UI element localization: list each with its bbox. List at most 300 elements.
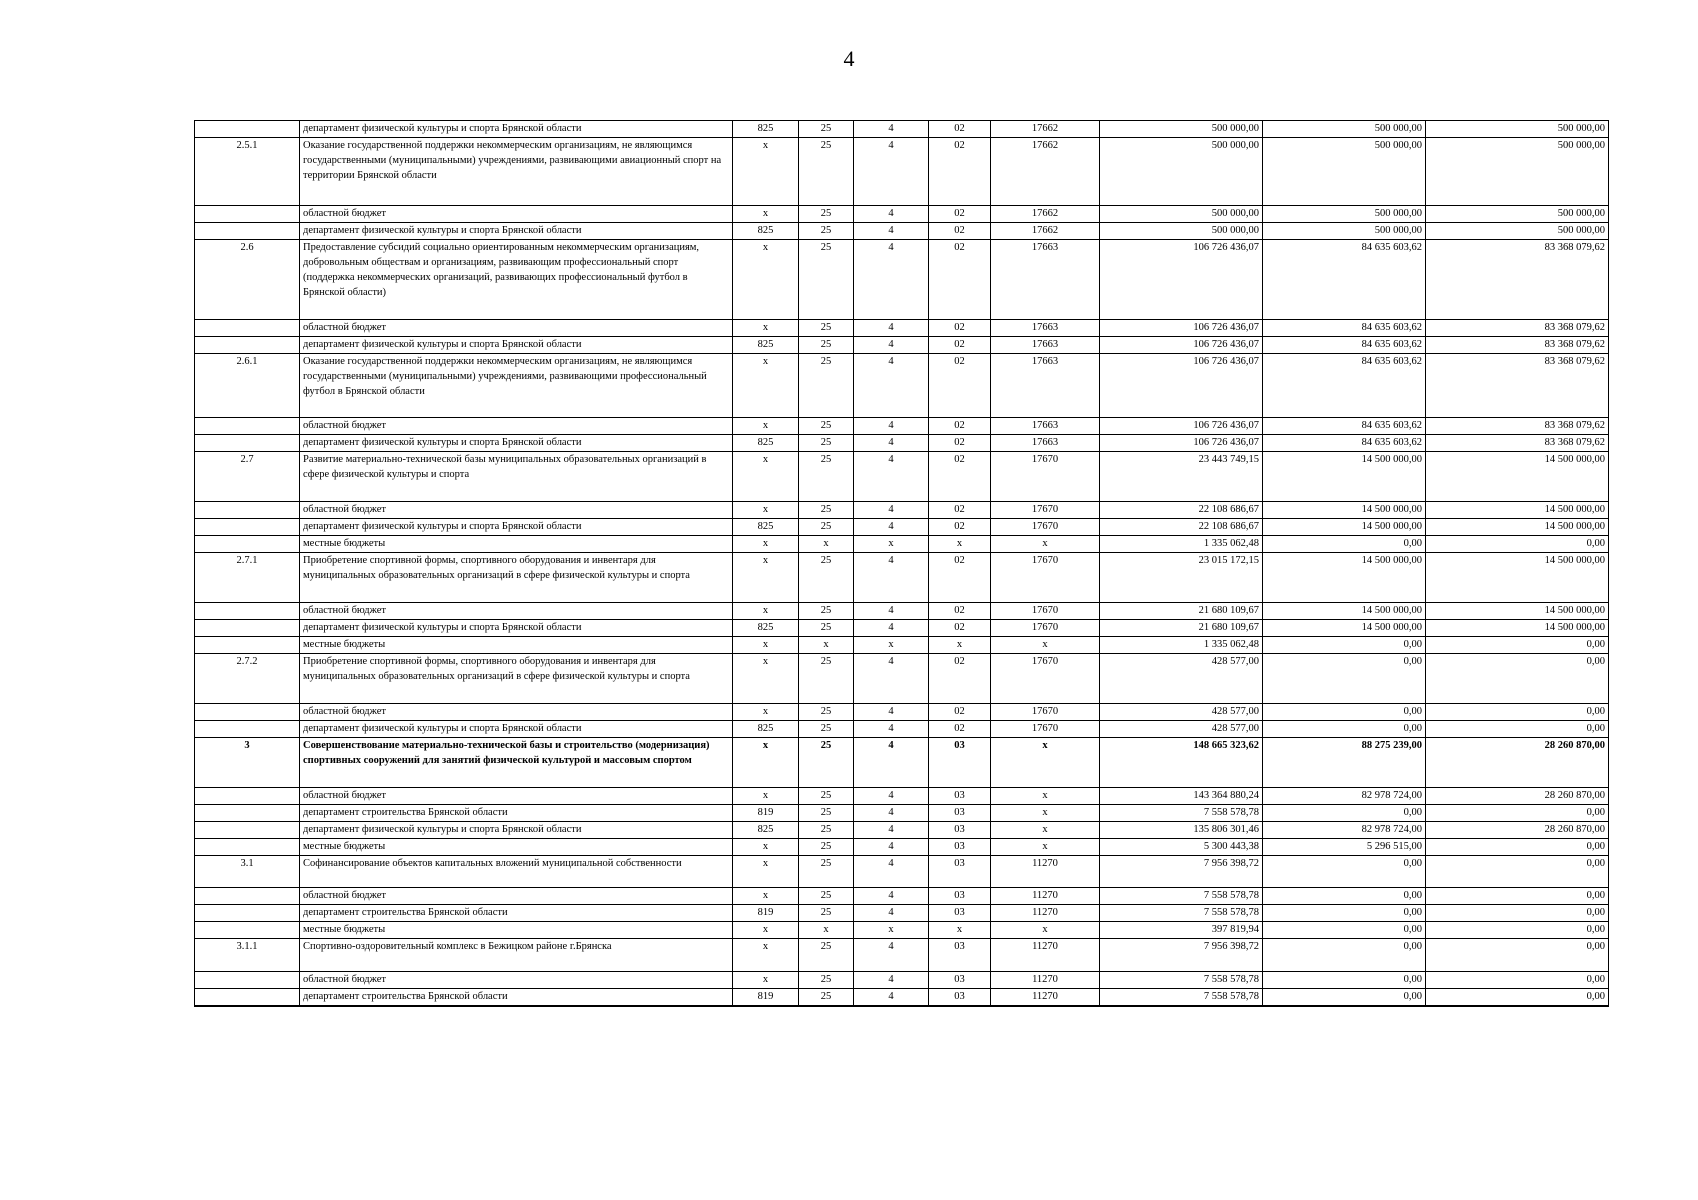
row-section: 4 bbox=[854, 121, 929, 138]
row-code bbox=[195, 905, 300, 922]
row-grbs: x bbox=[733, 452, 799, 502]
row-grbs: x bbox=[733, 603, 799, 620]
row-target-article: x bbox=[991, 805, 1100, 822]
row-name: Развитие материально-технической базы муниципальных образовательных организаций в сфере физической культуры и спорта bbox=[300, 452, 733, 502]
row-target-article: 17663 bbox=[991, 240, 1100, 320]
row-subsection: 02 bbox=[929, 320, 991, 337]
row-section: 4 bbox=[854, 603, 929, 620]
row-code bbox=[195, 502, 300, 519]
row-subsection: 02 bbox=[929, 354, 991, 418]
table-row bbox=[195, 637, 1609, 654]
row-chapter: 25 bbox=[799, 320, 854, 337]
row-grbs: x bbox=[733, 502, 799, 519]
row-code bbox=[195, 223, 300, 240]
table-row bbox=[195, 972, 1609, 989]
row-grbs: x bbox=[733, 418, 799, 435]
row-grbs: x bbox=[733, 922, 799, 939]
row-chapter: x bbox=[799, 536, 854, 553]
row-chapter: 25 bbox=[799, 704, 854, 721]
row-sum-year-2: 82 978 724,00 bbox=[1263, 822, 1426, 839]
row-sum-year-3: 0,00 bbox=[1426, 922, 1609, 939]
row-section: 4 bbox=[854, 138, 929, 206]
row-sum-year-3: 0,00 bbox=[1426, 805, 1609, 822]
row-subsection: 03 bbox=[929, 905, 991, 922]
row-chapter: 25 bbox=[799, 603, 854, 620]
row-chapter: 25 bbox=[799, 856, 854, 888]
table-row bbox=[195, 553, 1609, 603]
row-subsection: 03 bbox=[929, 989, 991, 1006]
row-chapter: 25 bbox=[799, 337, 854, 354]
row-section: 4 bbox=[854, 320, 929, 337]
row-sum-year-3: 0,00 bbox=[1426, 536, 1609, 553]
row-subsection: x bbox=[929, 922, 991, 939]
row-code bbox=[195, 320, 300, 337]
row-sum-year-1: 7 558 578,78 bbox=[1100, 805, 1263, 822]
row-chapter: 25 bbox=[799, 839, 854, 856]
row-sum-year-3: 28 260 870,00 bbox=[1426, 822, 1609, 839]
row-target-article: 17663 bbox=[991, 418, 1100, 435]
row-sum-year-2: 84 635 603,62 bbox=[1263, 418, 1426, 435]
row-sum-year-2: 0,00 bbox=[1263, 905, 1426, 922]
row-subsection: 02 bbox=[929, 452, 991, 502]
row-name: департамент физической культуры и спорта Брянской области bbox=[300, 620, 733, 637]
row-target-article: 17662 bbox=[991, 223, 1100, 240]
row-subsection: 02 bbox=[929, 138, 991, 206]
row-sum-year-2: 84 635 603,62 bbox=[1263, 354, 1426, 418]
row-sum-year-3: 14 500 000,00 bbox=[1426, 452, 1609, 502]
row-code bbox=[195, 418, 300, 435]
row-target-article: 17670 bbox=[991, 553, 1100, 603]
row-sum-year-1: 500 000,00 bbox=[1100, 121, 1263, 138]
row-target-article: 17663 bbox=[991, 320, 1100, 337]
row-sum-year-3: 0,00 bbox=[1426, 721, 1609, 738]
row-code bbox=[195, 519, 300, 536]
row-chapter: 25 bbox=[799, 822, 854, 839]
row-subsection: 03 bbox=[929, 788, 991, 805]
table-row bbox=[195, 839, 1609, 856]
row-grbs: 825 bbox=[733, 519, 799, 536]
row-name: Приобретение спортивной формы, спортивного оборудования и инвентаря для муниципальных образовательных организаций в сфере физической культуры и спорта bbox=[300, 553, 733, 603]
row-sum-year-1: 106 726 436,07 bbox=[1100, 418, 1263, 435]
row-section: 4 bbox=[854, 939, 929, 972]
row-section: 4 bbox=[854, 452, 929, 502]
row-sum-year-3: 14 500 000,00 bbox=[1426, 502, 1609, 519]
row-section: 4 bbox=[854, 888, 929, 905]
table-row bbox=[195, 654, 1609, 704]
row-code bbox=[195, 337, 300, 354]
row-name: Софинансирование объектов капитальных вложений муниципальной собственности bbox=[300, 856, 733, 888]
row-name: департамент физической культуры и спорта Брянской области bbox=[300, 721, 733, 738]
row-sum-year-2: 14 500 000,00 bbox=[1263, 620, 1426, 637]
row-code: 3 bbox=[195, 738, 300, 788]
row-sum-year-2: 84 635 603,62 bbox=[1263, 320, 1426, 337]
table-row bbox=[195, 704, 1609, 721]
row-chapter: 25 bbox=[799, 452, 854, 502]
row-subsection: 03 bbox=[929, 805, 991, 822]
row-name: Приобретение спортивной формы, спортивного оборудования и инвентаря для муниципальных образовательных организаций в сфере физической культуры и спорта bbox=[300, 654, 733, 704]
row-chapter: 25 bbox=[799, 972, 854, 989]
row-subsection: 02 bbox=[929, 553, 991, 603]
row-section: 4 bbox=[854, 704, 929, 721]
row-sum-year-2: 14 500 000,00 bbox=[1263, 603, 1426, 620]
row-sum-year-3: 14 500 000,00 bbox=[1426, 519, 1609, 536]
row-sum-year-1: 106 726 436,07 bbox=[1100, 435, 1263, 452]
row-target-article: 11270 bbox=[991, 989, 1100, 1006]
row-sum-year-3: 0,00 bbox=[1426, 839, 1609, 856]
row-section: x bbox=[854, 637, 929, 654]
row-sum-year-2: 0,00 bbox=[1263, 704, 1426, 721]
row-sum-year-1: 397 819,94 bbox=[1100, 922, 1263, 939]
row-sum-year-2: 0,00 bbox=[1263, 888, 1426, 905]
row-target-article: 17670 bbox=[991, 620, 1100, 637]
row-sum-year-1: 106 726 436,07 bbox=[1100, 320, 1263, 337]
row-sum-year-3: 83 368 079,62 bbox=[1426, 418, 1609, 435]
row-subsection: x bbox=[929, 536, 991, 553]
row-grbs: x bbox=[733, 839, 799, 856]
row-code bbox=[195, 704, 300, 721]
row-section: 4 bbox=[854, 721, 929, 738]
row-sum-year-3: 0,00 bbox=[1426, 654, 1609, 704]
row-chapter: 25 bbox=[799, 435, 854, 452]
table-row bbox=[195, 418, 1609, 435]
row-target-article: x bbox=[991, 839, 1100, 856]
row-sum-year-2: 500 000,00 bbox=[1263, 138, 1426, 206]
row-name: департамент физической культуры и спорта Брянской области bbox=[300, 121, 733, 138]
row-section: 4 bbox=[854, 738, 929, 788]
row-sum-year-2: 0,00 bbox=[1263, 654, 1426, 704]
row-grbs: x bbox=[733, 637, 799, 654]
table-row bbox=[195, 788, 1609, 805]
row-sum-year-3: 83 368 079,62 bbox=[1426, 354, 1609, 418]
row-chapter: 25 bbox=[799, 888, 854, 905]
row-name: Предоставление субсидий социально ориентированным некоммерческим организациям, добровольным обществам и организациям, развивающим профессиональный спорт (поддержка некоммерческих организаций, развивающих профессиональный футбол в Брянской области) bbox=[300, 240, 733, 320]
row-sum-year-1: 500 000,00 bbox=[1100, 223, 1263, 240]
row-code bbox=[195, 206, 300, 223]
row-target-article: 11270 bbox=[991, 905, 1100, 922]
row-name: областной бюджет bbox=[300, 502, 733, 519]
table-row bbox=[195, 435, 1609, 452]
row-section: 4 bbox=[854, 435, 929, 452]
row-code bbox=[195, 822, 300, 839]
row-sum-year-2: 0,00 bbox=[1263, 721, 1426, 738]
row-chapter: x bbox=[799, 637, 854, 654]
row-subsection: 02 bbox=[929, 240, 991, 320]
row-code: 2.7 bbox=[195, 452, 300, 502]
row-target-article: x bbox=[991, 536, 1100, 553]
row-code: 2.7.1 bbox=[195, 553, 300, 603]
row-target-article: x bbox=[991, 922, 1100, 939]
row-section: 4 bbox=[854, 620, 929, 637]
row-sum-year-2: 0,00 bbox=[1263, 972, 1426, 989]
row-sum-year-3: 500 000,00 bbox=[1426, 121, 1609, 138]
row-sum-year-1: 106 726 436,07 bbox=[1100, 337, 1263, 354]
row-sum-year-3: 0,00 bbox=[1426, 704, 1609, 721]
table-row bbox=[195, 888, 1609, 905]
row-sum-year-3: 83 368 079,62 bbox=[1426, 337, 1609, 354]
table-row bbox=[195, 922, 1609, 939]
row-sum-year-2: 14 500 000,00 bbox=[1263, 502, 1426, 519]
row-code: 3.1.1 bbox=[195, 939, 300, 972]
budget-table bbox=[194, 120, 1609, 1007]
row-chapter: 25 bbox=[799, 788, 854, 805]
row-subsection: 02 bbox=[929, 223, 991, 240]
row-target-article: 11270 bbox=[991, 972, 1100, 989]
table-row bbox=[195, 502, 1609, 519]
row-sum-year-3: 0,00 bbox=[1426, 905, 1609, 922]
row-name: местные бюджеты bbox=[300, 839, 733, 856]
row-code: 3.1 bbox=[195, 856, 300, 888]
row-subsection: 02 bbox=[929, 603, 991, 620]
row-target-article: 17670 bbox=[991, 603, 1100, 620]
row-name: Оказание государственной поддержки некоммерческим организациям, не являющимся государственными (муниципальными) учреждениями, развивающими профессиональный футбол в Брянской области bbox=[300, 354, 733, 418]
table-row bbox=[195, 138, 1609, 206]
row-section: 4 bbox=[854, 788, 929, 805]
row-sum-year-2: 0,00 bbox=[1263, 922, 1426, 939]
row-sum-year-1: 106 726 436,07 bbox=[1100, 240, 1263, 320]
table-row bbox=[195, 721, 1609, 738]
row-chapter: 25 bbox=[799, 553, 854, 603]
row-grbs: x bbox=[733, 553, 799, 603]
row-name: областной бюджет bbox=[300, 972, 733, 989]
table-row bbox=[195, 121, 1609, 138]
row-grbs: x bbox=[733, 856, 799, 888]
row-chapter: 25 bbox=[799, 121, 854, 138]
row-name: областной бюджет bbox=[300, 704, 733, 721]
table-row bbox=[195, 452, 1609, 502]
row-chapter: 25 bbox=[799, 620, 854, 637]
row-sum-year-3: 500 000,00 bbox=[1426, 223, 1609, 240]
row-section: 4 bbox=[854, 502, 929, 519]
row-section: 4 bbox=[854, 354, 929, 418]
row-grbs: 825 bbox=[733, 435, 799, 452]
row-sum-year-2: 88 275 239,00 bbox=[1263, 738, 1426, 788]
row-sum-year-1: 22 108 686,67 bbox=[1100, 519, 1263, 536]
table-row bbox=[195, 620, 1609, 637]
table-row bbox=[195, 354, 1609, 418]
row-subsection: 02 bbox=[929, 435, 991, 452]
row-sum-year-1: 106 726 436,07 bbox=[1100, 354, 1263, 418]
row-chapter: 25 bbox=[799, 905, 854, 922]
row-sum-year-3: 83 368 079,62 bbox=[1426, 435, 1609, 452]
row-code bbox=[195, 922, 300, 939]
row-sum-year-3: 0,00 bbox=[1426, 989, 1609, 1006]
table-row bbox=[195, 206, 1609, 223]
row-sum-year-1: 500 000,00 bbox=[1100, 138, 1263, 206]
row-sum-year-1: 7 558 578,78 bbox=[1100, 905, 1263, 922]
row-subsection: 02 bbox=[929, 519, 991, 536]
row-code bbox=[195, 989, 300, 1006]
row-sum-year-1: 428 577,00 bbox=[1100, 721, 1263, 738]
row-target-article: x bbox=[991, 822, 1100, 839]
row-name: местные бюджеты bbox=[300, 536, 733, 553]
row-subsection: 03 bbox=[929, 888, 991, 905]
row-subsection: 03 bbox=[929, 972, 991, 989]
row-subsection: 03 bbox=[929, 856, 991, 888]
row-sum-year-1: 7 956 398,72 bbox=[1100, 939, 1263, 972]
row-grbs: x bbox=[733, 138, 799, 206]
row-target-article: x bbox=[991, 637, 1100, 654]
row-subsection: 02 bbox=[929, 721, 991, 738]
row-code bbox=[195, 435, 300, 452]
row-code bbox=[195, 620, 300, 637]
row-sum-year-3: 500 000,00 bbox=[1426, 138, 1609, 206]
row-grbs: x bbox=[733, 536, 799, 553]
row-section: 4 bbox=[854, 206, 929, 223]
row-grbs: x bbox=[733, 704, 799, 721]
row-name: департамент строительства Брянской области bbox=[300, 989, 733, 1006]
row-sum-year-2: 500 000,00 bbox=[1263, 223, 1426, 240]
row-sum-year-1: 428 577,00 bbox=[1100, 654, 1263, 704]
row-name: местные бюджеты bbox=[300, 922, 733, 939]
row-grbs: 825 bbox=[733, 337, 799, 354]
row-sum-year-3: 28 260 870,00 bbox=[1426, 738, 1609, 788]
row-sum-year-1: 7 558 578,78 bbox=[1100, 888, 1263, 905]
row-name: Спортивно-оздоровительный комплекс в Бежицком районе г.Брянска bbox=[300, 939, 733, 972]
row-code: 2.6.1 bbox=[195, 354, 300, 418]
row-grbs: x bbox=[733, 788, 799, 805]
row-name: департамент физической культуры и спорта Брянской области bbox=[300, 337, 733, 354]
row-target-article: 17670 bbox=[991, 519, 1100, 536]
row-sum-year-1: 143 364 880,24 bbox=[1100, 788, 1263, 805]
row-target-article: 17662 bbox=[991, 121, 1100, 138]
row-name: департамент физической культуры и спорта Брянской области bbox=[300, 822, 733, 839]
row-sum-year-1: 7 558 578,78 bbox=[1100, 989, 1263, 1006]
row-subsection: 03 bbox=[929, 939, 991, 972]
row-grbs: x bbox=[733, 320, 799, 337]
row-subsection: 02 bbox=[929, 418, 991, 435]
row-target-article: 17662 bbox=[991, 206, 1100, 223]
row-code bbox=[195, 888, 300, 905]
row-chapter: 25 bbox=[799, 138, 854, 206]
row-sum-year-3: 14 500 000,00 bbox=[1426, 603, 1609, 620]
row-sum-year-3: 0,00 bbox=[1426, 637, 1609, 654]
row-target-article: 17663 bbox=[991, 337, 1100, 354]
row-name: департамент физической культуры и спорта Брянской области bbox=[300, 223, 733, 240]
row-sum-year-2: 0,00 bbox=[1263, 856, 1426, 888]
row-sum-year-1: 22 108 686,67 bbox=[1100, 502, 1263, 519]
row-sum-year-3: 28 260 870,00 bbox=[1426, 788, 1609, 805]
table-row bbox=[195, 536, 1609, 553]
page-number: 4 bbox=[843, 46, 855, 71]
row-section: 4 bbox=[854, 856, 929, 888]
row-grbs: x bbox=[733, 888, 799, 905]
row-target-article: 11270 bbox=[991, 939, 1100, 972]
row-code bbox=[195, 536, 300, 553]
row-sum-year-2: 84 635 603,62 bbox=[1263, 435, 1426, 452]
row-sum-year-1: 135 806 301,46 bbox=[1100, 822, 1263, 839]
row-subsection: 02 bbox=[929, 704, 991, 721]
row-sum-year-1: 500 000,00 bbox=[1100, 206, 1263, 223]
row-target-article: 17670 bbox=[991, 452, 1100, 502]
row-sum-year-1: 148 665 323,62 bbox=[1100, 738, 1263, 788]
row-sum-year-1: 7 558 578,78 bbox=[1100, 972, 1263, 989]
row-sum-year-2: 82 978 724,00 bbox=[1263, 788, 1426, 805]
row-sum-year-2: 84 635 603,62 bbox=[1263, 240, 1426, 320]
row-target-article: 11270 bbox=[991, 888, 1100, 905]
row-chapter: x bbox=[799, 922, 854, 939]
row-grbs: 825 bbox=[733, 721, 799, 738]
row-name: департамент физической культуры и спорта Брянской области bbox=[300, 435, 733, 452]
row-grbs: 825 bbox=[733, 223, 799, 240]
row-target-article: 17663 bbox=[991, 435, 1100, 452]
row-code: 2.5.1 bbox=[195, 138, 300, 206]
row-target-article: 17670 bbox=[991, 654, 1100, 704]
row-sum-year-2: 14 500 000,00 bbox=[1263, 519, 1426, 536]
row-sum-year-3: 14 500 000,00 bbox=[1426, 553, 1609, 603]
row-chapter: 25 bbox=[799, 223, 854, 240]
row-target-article: 17670 bbox=[991, 502, 1100, 519]
row-name: областной бюджет bbox=[300, 888, 733, 905]
row-chapter: 25 bbox=[799, 206, 854, 223]
row-grbs: 825 bbox=[733, 121, 799, 138]
row-section: 4 bbox=[854, 972, 929, 989]
row-subsection: 02 bbox=[929, 337, 991, 354]
row-chapter: 25 bbox=[799, 738, 854, 788]
row-subsection: 03 bbox=[929, 839, 991, 856]
row-code bbox=[195, 721, 300, 738]
row-name: местные бюджеты bbox=[300, 637, 733, 654]
row-section: 4 bbox=[854, 822, 929, 839]
row-code: 2.6 bbox=[195, 240, 300, 320]
row-sum-year-3: 14 500 000,00 bbox=[1426, 620, 1609, 637]
table-row bbox=[195, 939, 1609, 972]
table-row bbox=[195, 519, 1609, 536]
row-sum-year-2: 0,00 bbox=[1263, 805, 1426, 822]
row-sum-year-3: 500 000,00 bbox=[1426, 206, 1609, 223]
row-name: областной бюджет bbox=[300, 320, 733, 337]
row-grbs: 825 bbox=[733, 620, 799, 637]
row-section: 4 bbox=[854, 519, 929, 536]
table-row bbox=[195, 856, 1609, 888]
row-sum-year-1: 5 300 443,38 bbox=[1100, 839, 1263, 856]
row-sum-year-1: 21 680 109,67 bbox=[1100, 603, 1263, 620]
row-sum-year-3: 0,00 bbox=[1426, 856, 1609, 888]
row-sum-year-2: 14 500 000,00 bbox=[1263, 452, 1426, 502]
row-target-article: x bbox=[991, 788, 1100, 805]
row-subsection: 02 bbox=[929, 206, 991, 223]
row-name: Оказание государственной поддержки некоммерческим организациям, не являющимся государственными (муниципальными) учреждениями, развивающими авиационный спорт на территории Брянской области bbox=[300, 138, 733, 206]
row-chapter: 25 bbox=[799, 654, 854, 704]
row-subsection: 02 bbox=[929, 121, 991, 138]
row-chapter: 25 bbox=[799, 939, 854, 972]
row-name: областной бюджет bbox=[300, 788, 733, 805]
row-grbs: x bbox=[733, 939, 799, 972]
row-target-article: x bbox=[991, 738, 1100, 788]
row-grbs: 819 bbox=[733, 905, 799, 922]
row-code bbox=[195, 839, 300, 856]
row-section: 4 bbox=[854, 989, 929, 1006]
row-code bbox=[195, 788, 300, 805]
row-code bbox=[195, 805, 300, 822]
row-chapter: 25 bbox=[799, 502, 854, 519]
row-code bbox=[195, 972, 300, 989]
row-subsection: 02 bbox=[929, 620, 991, 637]
table-row bbox=[195, 223, 1609, 240]
row-name: департамент строительства Брянской области bbox=[300, 905, 733, 922]
row-sum-year-2: 0,00 bbox=[1263, 939, 1426, 972]
row-sum-year-2: 0,00 bbox=[1263, 637, 1426, 654]
row-sum-year-2: 500 000,00 bbox=[1263, 121, 1426, 138]
row-name: департамент физической культуры и спорта Брянской области bbox=[300, 519, 733, 536]
table-row bbox=[195, 337, 1609, 354]
row-grbs: x bbox=[733, 240, 799, 320]
row-chapter: 25 bbox=[799, 519, 854, 536]
row-subsection: 03 bbox=[929, 822, 991, 839]
row-sum-year-3: 0,00 bbox=[1426, 888, 1609, 905]
row-section: 4 bbox=[854, 337, 929, 354]
row-sum-year-1: 23 015 172,15 bbox=[1100, 553, 1263, 603]
row-sum-year-1: 7 956 398,72 bbox=[1100, 856, 1263, 888]
